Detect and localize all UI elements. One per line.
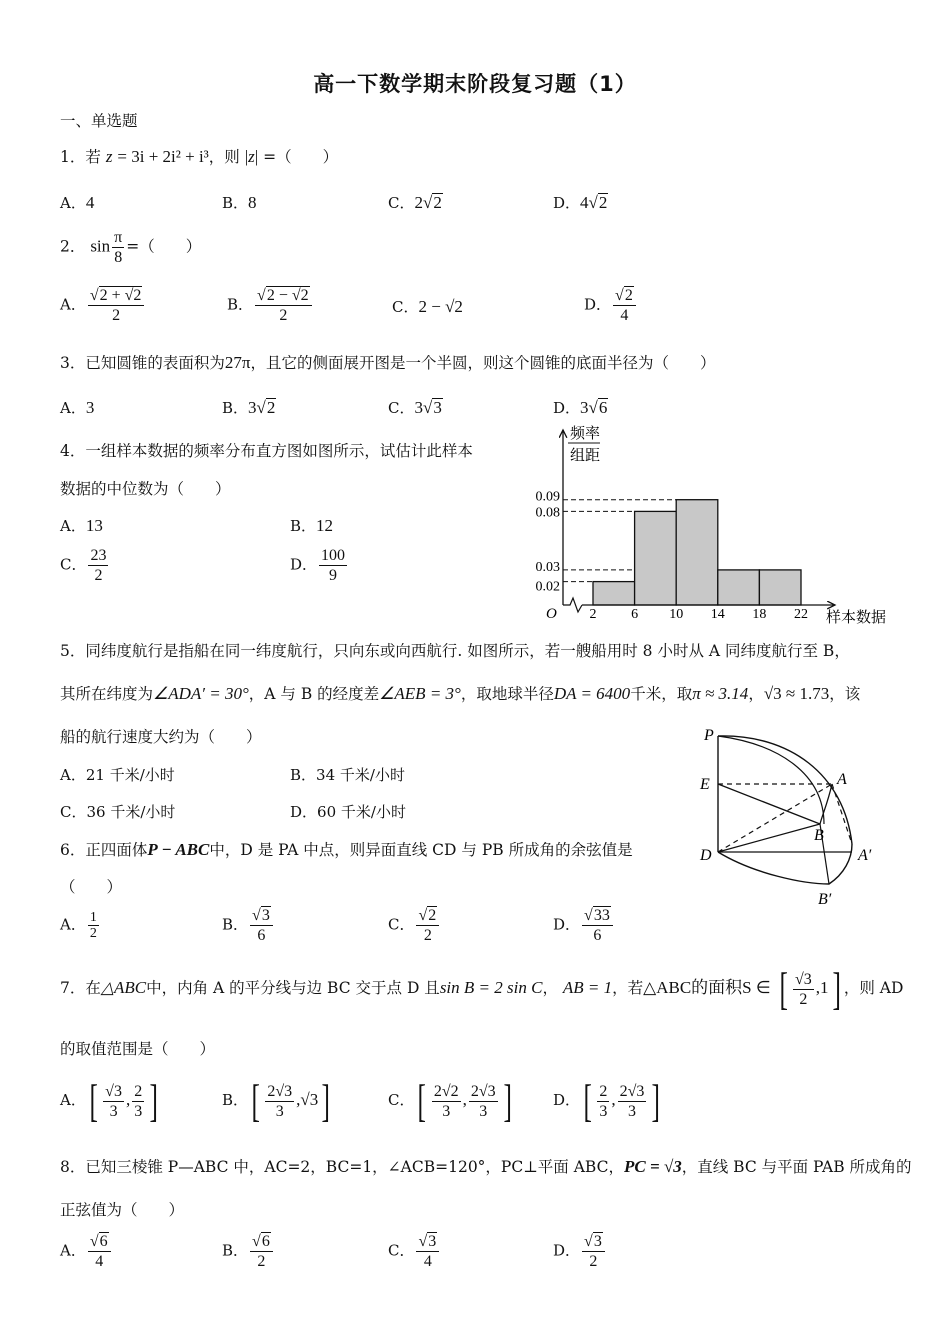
origin-label: O xyxy=(546,606,557,622)
q5-option-d[interactable]: D．60 千米/小时 xyxy=(290,803,406,821)
y-tick-label: 0.09 xyxy=(535,489,560,505)
q5-option-a[interactable]: A．21 千米/小时 xyxy=(60,766,175,784)
label-A-prime: A′ xyxy=(858,847,872,864)
x-tick-label: 18 xyxy=(752,607,767,622)
q6-option-c[interactable]: C． $\frac{√2}{2}$ xyxy=(388,906,441,945)
question-3: 3．已知圆锥的表面积为27π，且它的侧面展开图是一个半圆，则这个圆锥的底面半径为（ ） xyxy=(60,353,716,372)
q7-option-c[interactable]: C．[ $\frac{2√2}{3}$ , $\frac{2√3}{3}$ ] xyxy=(388,1075,512,1126)
histogram-bar xyxy=(635,511,677,605)
section-heading: 一、单选题 xyxy=(60,112,138,130)
q8-option-a[interactable]: A． $\frac{√6}{4}$ xyxy=(60,1232,113,1271)
q3-option-a[interactable]: A．3 xyxy=(60,398,95,417)
page-title: 高一下数学期末阶段复习题（1） xyxy=(313,72,637,96)
q5-option-c[interactable]: C．36 千米/小时 xyxy=(60,803,176,821)
y-tick-label: 0.02 xyxy=(535,579,560,595)
q3-option-c[interactable]: C．3√3 xyxy=(388,398,442,417)
q8-option-b[interactable]: B． $\frac{√6}{2}$ xyxy=(222,1232,275,1271)
question-6-line1: 6．正四面体P − ABC中，D 是 PA 中点，则异面直线 CD 与 PB 所成角的余弦值是 xyxy=(60,840,633,859)
meridian-arc-outer xyxy=(718,736,852,844)
axis-break xyxy=(563,598,582,612)
q6-option-a[interactable]: A． $\frac{1}{2}$ xyxy=(60,910,97,941)
question-4-line1: 4．一组样本数据的频率分布直方图如图所示，试估计此样本 xyxy=(60,442,473,460)
q6-option-b[interactable]: B． $\frac{√3}{6}$ xyxy=(222,906,275,945)
q4-option-b[interactable]: B．12 xyxy=(290,516,334,535)
x-tick-label: 22 xyxy=(794,607,808,622)
q4-option-d[interactable]: D． $\frac{100}{9}$ xyxy=(290,547,346,584)
label-B: B xyxy=(814,827,824,844)
label-B-prime: B′ xyxy=(818,891,832,908)
sphere-latitude-figure xyxy=(694,724,894,914)
q1-option-c[interactable]: C．2√2 xyxy=(388,193,442,212)
x-tick-label: 6 xyxy=(631,607,639,622)
q1-option-a[interactable]: A．4 xyxy=(60,193,95,212)
q3-option-b[interactable]: B．3√2 xyxy=(222,398,276,417)
line-EB xyxy=(718,784,820,824)
x-axis-label: 样本数据 xyxy=(826,610,887,626)
question-5-line3: 船的航行速度大约为（ ） xyxy=(60,728,262,746)
question-2: 2． sin $\frac{\pi}{8}$ =（ ） xyxy=(60,229,202,266)
meridian-arc-inner xyxy=(718,736,824,824)
label-A: A xyxy=(837,771,847,788)
x-tick-label: 2 xyxy=(589,607,597,622)
q2-option-a[interactable]: A． $\frac{√2 + √2}{2}$ xyxy=(60,286,146,325)
q6-option-d[interactable]: D． $\frac{√33}{6}$ xyxy=(553,906,615,945)
q4-option-c[interactable]: C． $\frac{23}{2}$ xyxy=(60,547,107,584)
y-tick-label: 0.03 xyxy=(535,559,560,575)
q5-option-b[interactable]: B．34 千米/小时 xyxy=(290,766,405,784)
q2-option-d[interactable]: D． $\frac{√2}{4}$ xyxy=(584,286,638,325)
q7-option-b[interactable]: B．[ $\frac{2√3}{3}$ ,√3] xyxy=(222,1075,331,1126)
label-D: D xyxy=(700,847,712,864)
question-7-line1: 7．在△ABC中，内角 A 的平分线与边 BC 交于点 D 且sin B = 2 sin C， AB = 1，若△ABC的面积S ∈ [ $\frac{√3}{2}$ ,1] ，则 AD xyxy=(60,963,904,1014)
q1-option-b[interactable]: B．8 xyxy=(222,193,257,212)
histogram-bar xyxy=(593,582,635,605)
histogram-bar xyxy=(718,570,760,605)
y-tick-label: 0.08 xyxy=(535,505,560,521)
q2-option-c[interactable]: C．2 − √2 xyxy=(392,297,463,316)
histogram-bar xyxy=(676,500,718,605)
x-tick-label: 10 xyxy=(669,607,684,622)
q8-option-c[interactable]: C． $\frac{√3}{4}$ xyxy=(388,1232,441,1271)
histogram-bar xyxy=(759,570,801,605)
q4-option-a[interactable]: A．13 xyxy=(60,516,103,535)
equator-arc xyxy=(718,844,852,884)
q1-option-d[interactable]: D．4√2 xyxy=(553,193,608,212)
y-label-bottom: 组距 xyxy=(570,448,601,464)
q7-option-a[interactable]: A．[ $\frac{√3}{3}$ , $\frac{2}{3}$ ] xyxy=(60,1075,159,1126)
question-6-line2: （ ） xyxy=(60,878,123,896)
y-label-top: 频率 xyxy=(570,426,601,442)
question-8-line2: 正弦值为（ ） xyxy=(60,1201,185,1219)
q3-option-d[interactable]: D．3√6 xyxy=(553,398,608,417)
label-P: P xyxy=(704,727,714,744)
question-1: 1．若 z = 3i + 2i² + i³，则 |z| =（ ） xyxy=(60,147,339,166)
question-5-line2: 其所在纬度为∠ADA′ = 30°，A 与 B 的经度差∠AEB = 3°，取地球半径DA = 6400千米，取π ≈ 3.14，√3 ≈ 1.73，该 xyxy=(60,684,861,703)
question-8-line1: 8．已知三棱锥 P—ABC 中，AC=2，BC=1，∠ACB=120°，PC⊥平面 ABC，PC = √3，直线 BC 与平面 PAB 所成角的 xyxy=(60,1157,912,1176)
q7-option-d[interactable]: D．[ $\frac{2}{3}$ , $\frac{2√3}{3}$ ] xyxy=(553,1075,661,1126)
histogram-chart xyxy=(520,422,900,628)
question-7-line2: 的取值范围是（ ） xyxy=(60,1040,216,1058)
x-tick-label: 14 xyxy=(710,607,725,622)
question-5-line1: 5．同纬度航行是指船在同一纬度航行，只向东或向西航行. 如图所示，若一艘船用时 8 小时从 A 同纬度航行至 B， xyxy=(60,642,850,660)
label-E: E xyxy=(700,776,710,793)
question-4-line2: 数据的中位数为（ ） xyxy=(60,480,231,498)
q8-option-d[interactable]: D． $\frac{√3}{2}$ xyxy=(553,1232,607,1271)
q2-option-b[interactable]: B． $\frac{√2 - √2}{2}$ xyxy=(227,286,314,325)
